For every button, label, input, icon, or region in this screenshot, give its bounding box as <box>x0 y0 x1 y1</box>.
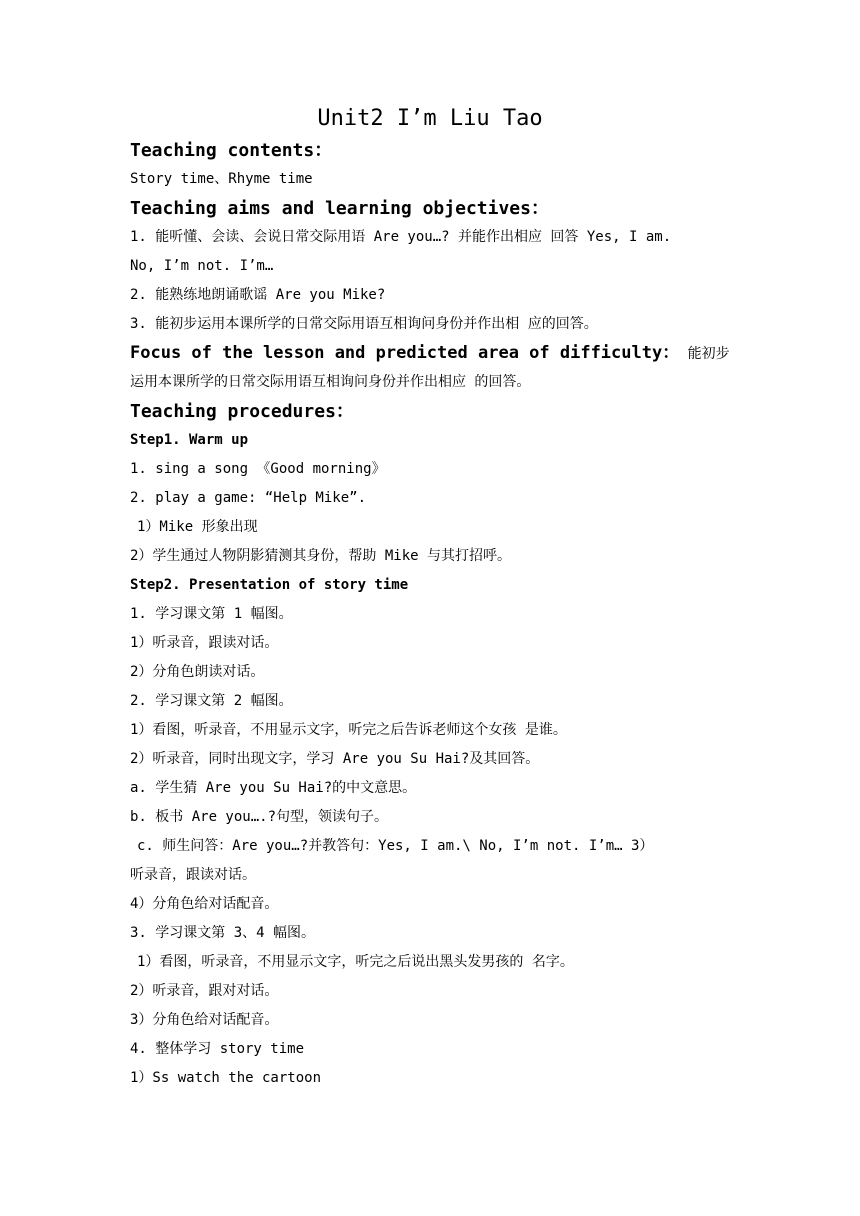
list-item: 2）听录音，跟对对话。 <box>130 983 279 999</box>
list-item: 4. 整体学习 story time <box>130 1041 305 1057</box>
list-item: 3. 学习课文第 3、4 幅图。 <box>130 925 316 941</box>
document-title: Unit2 I’m Liu Tao <box>317 106 543 131</box>
heading-teaching-aims: Teaching aims and learning objectives： <box>130 198 549 219</box>
paragraph-line: No, I’m not. I’m… <box>130 258 274 274</box>
list-item: 2. 学习课文第 2 幅图。 <box>130 693 293 709</box>
list-item: 1. sing a song 《Good morning》 <box>130 461 386 477</box>
step-heading: Step1. Warm up <box>130 432 249 448</box>
list-item: 2）学生通过人物阴影猜测其身份，帮助 Mike 与其打招呼。 <box>130 548 511 564</box>
focus-text-start: 能初步 <box>679 346 730 362</box>
heading-teaching-contents: Teaching contents： <box>130 140 333 161</box>
list-item: 1）听录音，跟读对话。 <box>130 635 279 651</box>
paragraph-line: 3. 能初步运用本课所学的日常交际用语互相询问身份并作出相 应的回答。 <box>130 316 598 332</box>
paragraph-line: 1. 能听懂、会读、会说日常交际用语 Are you…? 并能作出相应 回答 Yes, I am. <box>130 229 672 245</box>
list-item: 4）分角色给对话配音。 <box>130 896 279 912</box>
list-item: 1）Ss watch the cartoon <box>130 1070 322 1086</box>
heading-focus: Focus of the lesson and predicted area of difficulty： <box>130 343 680 363</box>
step-heading: Step2. Presentation of story time <box>130 577 409 593</box>
list-item: b. 板书 Are you….?句型，领读句子。 <box>130 809 389 825</box>
list-item: 2）分角色朗读对话。 <box>130 664 265 680</box>
list-item: 2. play a game: “Help Mike”. <box>130 490 367 506</box>
document-body <box>130 136 740 1093</box>
list-item: a. 学生猜 Are you Su Hai?的中文意思。 <box>130 780 417 796</box>
list-item: 2）听录音，同时出现文字，学习 Are you Su Hai?及其回答。 <box>130 751 540 767</box>
list-item: c. 师生问答：Are you…?并教答句：Yes, I am.\ No, I’m not. I’m… 3） <box>137 838 654 854</box>
list-item: 3）分角色给对话配音。 <box>130 1012 279 1028</box>
list-item: 1）看图，听录音，不用显示文字，听完之后告诉老师这个女孩 是谁。 <box>130 722 567 738</box>
paragraph-line: Story time、Rhyme time <box>130 171 313 187</box>
paragraph-line: 运用本课所学的日常交际用语互相询问身份并作出相应 的回答。 <box>130 374 531 390</box>
heading-teaching-procedures: Teaching procedures： <box>130 401 354 422</box>
focus-line <box>130 339 740 368</box>
list-item: 1）看图，听录音，不用显示文字，听完之后说出黑头发男孩的 名字。 <box>137 954 574 970</box>
paragraph-line: 2. 能熟练地朗诵歌谣 Are you Mike? <box>130 287 386 303</box>
list-item: 1. 学习课文第 1 幅图。 <box>130 606 293 622</box>
list-item: 听录音，跟读对话。 <box>130 867 256 883</box>
list-item: 1）Mike 形象出现 <box>137 519 258 535</box>
